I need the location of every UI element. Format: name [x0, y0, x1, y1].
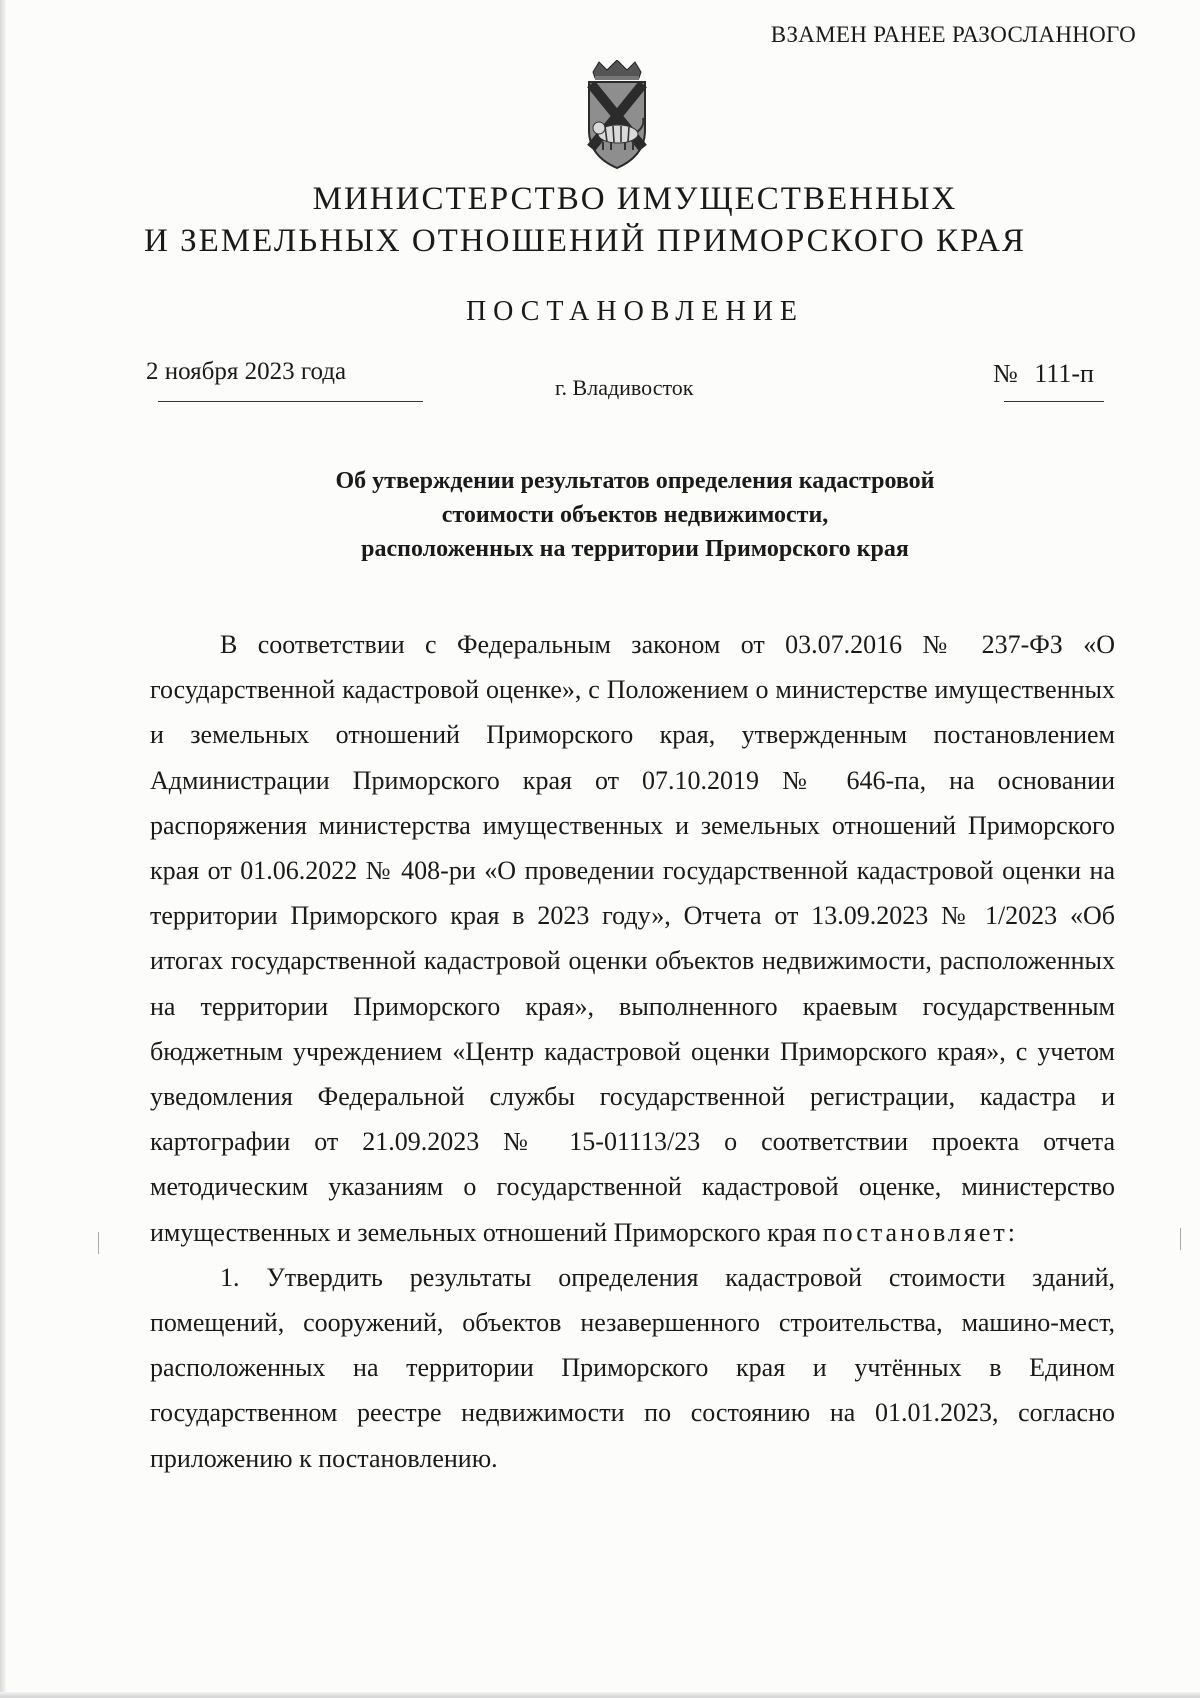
scan-mark: [1180, 1228, 1181, 1250]
primorsky-krai-coat-of-arms-icon: [585, 60, 649, 172]
decree-body: [150, 622, 1115, 1481]
document-type: ПОСТАНОВЛЕНИЕ: [465, 296, 805, 327]
ministry-name-line1: МИНИСТЕРСТВО ИМУЩЕСТВЕННЫХ: [312, 181, 958, 217]
scan-mark: [98, 1232, 99, 1254]
decree-city: г. Владивосток: [555, 375, 694, 400]
body-paragraph-preamble: [150, 622, 1115, 1255]
decree-number: № 111-п: [993, 359, 1094, 388]
number-underline: [1004, 401, 1104, 402]
decree-verb: постановляет:: [822, 1217, 1018, 1247]
preamble-text: В соответствии с Федеральным законом от 03.07.2016 № 237-ФЗ «О государственной кадастровой оценке», с Положением о министерстве имущественных и земельных отношений Приморского края, утвержденным постановлением Администрации Приморского края от 07.10.2019 № 646-па, на основании распоряжения министерства имущественных и земельных отношений Приморского края от 01.06.2022 № 408-ри «О проведении государственной кадастровой оценки на территории Приморского края в 2023 году», Отчета от 13.09.2023 № 1/2023 «Об итогах государственной кадастровой оценки объектов недвижимости, расположенных на территории Приморского края», выполненного краевым государственным бюджетным учреждением «Центр кадастровой оценки Приморского края», с учетом уведомления Федеральной службы государственной регистрации, кадастра и картографии от 21.09.2023 № 15-01113/23 о соответствии проекта отчета методическим указаниям о государственной кадастровой оценке, министерство имущественных и земельных отношений Приморского края: [150, 630, 1115, 1247]
subject-line2: стоимости объектов недвижимости,: [441, 502, 829, 528]
ministry-name: [0, 178, 1200, 262]
date-underline: [158, 401, 423, 402]
decree-subject: [0, 464, 1200, 566]
subject-line3: расположенных на территории Приморского края: [361, 536, 909, 562]
subject-line1: Об утверждении результатов определения кадастровой: [335, 468, 935, 494]
replacement-stamp: ВЗАМЕН РАНЕЕ РАЗОСЛАННОГО: [770, 22, 1136, 47]
decree-date: 2 ноября 2023 года: [146, 358, 347, 385]
body-paragraph-item-1: 1. Утвердить результаты определения кадастровой стоимости зданий, помещений, сооружений, объектов незавершенного строительства, машино-мест, расположенных на территории Приморского края и учтённых в Едином государственном реестре недвижимости по состоянию на 01.01.2023, согласно приложению к постановлению.: [150, 1262, 1115, 1473]
scan-bottom-edge: [0, 1692, 1200, 1698]
ministry-name-line2: И ЗЕМЕЛЬНЫХ ОТНОШЕНИЙ ПРИМОРСКОГО КРАЯ: [143, 223, 1026, 259]
